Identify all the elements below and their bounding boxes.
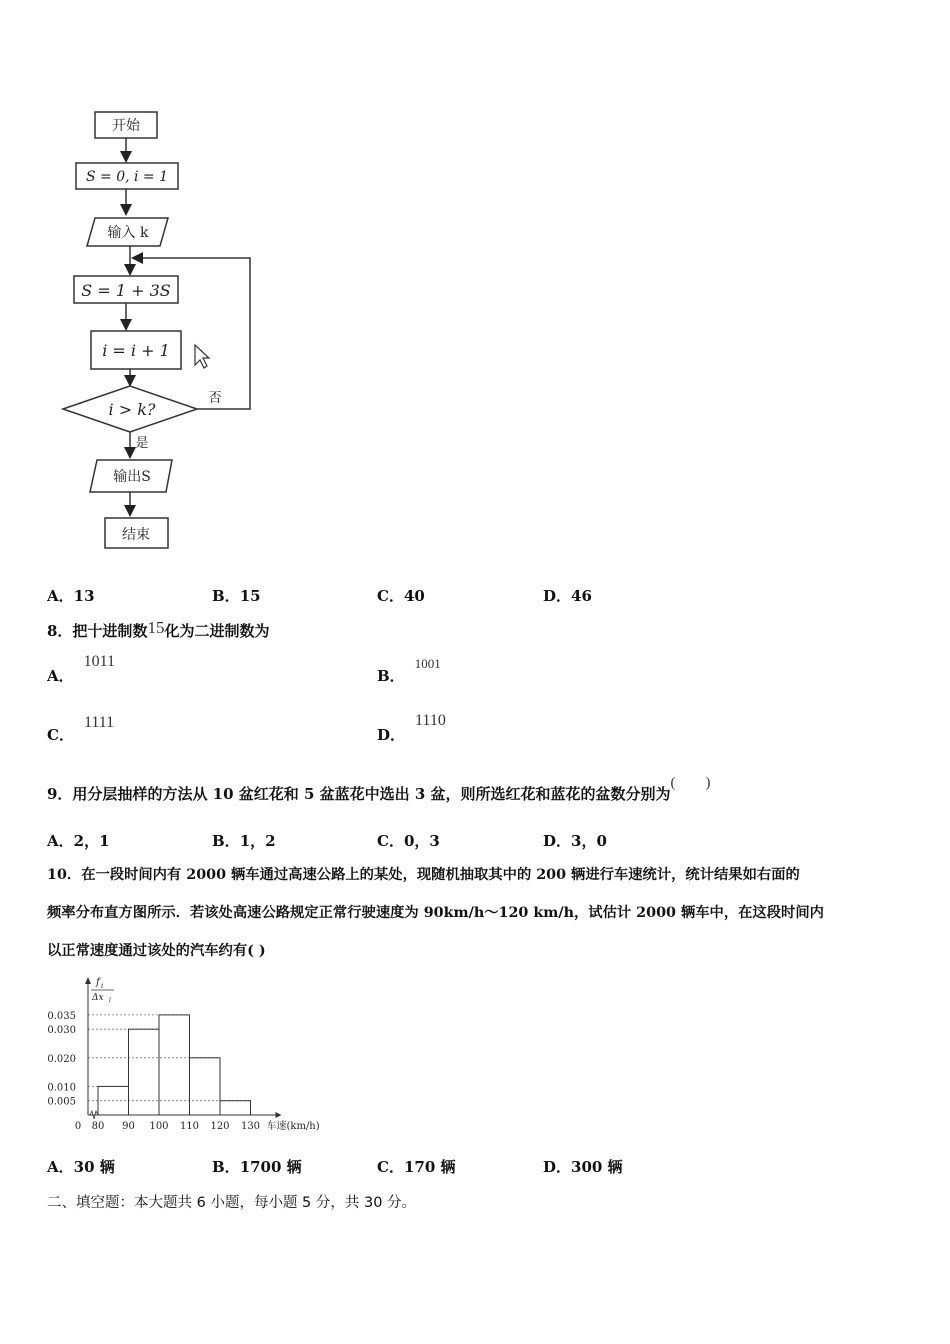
flow-output-label: 输出S xyxy=(113,469,151,485)
flowchart xyxy=(0,0,300,570)
q9-option-d: D．3，0 xyxy=(543,832,607,850)
q9-option-a: A．2，1 xyxy=(47,832,110,850)
y-tick-label: 0.035 xyxy=(47,1010,76,1022)
flow-yes-label: 是 xyxy=(135,436,149,451)
y-axis-label-den: Δx xyxy=(92,993,104,1003)
y-tick-label: 0.005 xyxy=(47,1096,76,1108)
frequency-histogram xyxy=(40,970,340,1140)
x-tick-label: 120 xyxy=(210,1121,230,1132)
x-tick-label: 90 xyxy=(122,1121,135,1132)
q10-option-c: C．170 辆 xyxy=(377,1158,456,1176)
histogram-bar xyxy=(159,1015,190,1115)
q8-option-d: D．1110 xyxy=(377,712,446,744)
q10-line3: 以正常速度通过该处的汽车约有( ) xyxy=(47,943,266,959)
y-axis-label-num-sub: i xyxy=(101,982,104,990)
y-tick-label: 0.020 xyxy=(47,1053,76,1065)
q9-option-c: C．0，3 xyxy=(377,832,440,850)
q8-option-a: A．1011 xyxy=(47,653,116,685)
q9-stem: 9．用分层抽样的方法从 10 盆红花和 5 盆蓝花中选出 3 盆，则所选红花和蓝花的盆数分别为( ) xyxy=(47,775,711,803)
q10-line2: 频率分布直方图所示．若该处高速公路规定正常行驶速度为 90km/h～120 km/h，试估计 2000 辆车中，在这段时间内 xyxy=(47,905,824,921)
flow-step2-label: i = i + 1 xyxy=(102,341,170,360)
q8-stem: 8．把十进制数15化为二进制数为 xyxy=(47,618,270,640)
q7-option-d: D．46 xyxy=(543,587,592,605)
flow-end-label: 结束 xyxy=(122,527,150,543)
flow-init-label: S = 0, i = 1 xyxy=(85,169,169,185)
flow-cond-label: i > k? xyxy=(108,400,156,419)
x-tick-label: 110 xyxy=(179,1121,200,1132)
x-axis-arrow xyxy=(276,1112,282,1118)
q10-option-a: A．30 辆 xyxy=(47,1158,115,1176)
x-tick-label: 80 xyxy=(91,1121,105,1132)
histogram-bar xyxy=(190,1058,221,1115)
flow-step1-label: S = 1 + 3S xyxy=(81,281,171,300)
q9-option-b: B．1，2 xyxy=(212,832,276,850)
y-axis-label-num: f xyxy=(96,977,100,988)
section2-title: 二、填空题：本大题共 6 小题，每小题 5 分，共 30 分。 xyxy=(47,1195,417,1211)
y-tick-label: 0.030 xyxy=(47,1025,76,1037)
y-axis-arrow xyxy=(85,977,91,984)
origin-label: 0 xyxy=(74,1121,82,1132)
q10-option-b: B．1700 辆 xyxy=(212,1158,302,1176)
x-axis-label: 车速(km/h) xyxy=(266,1121,320,1132)
flow-no-label: 否 xyxy=(208,391,222,406)
histogram-bar xyxy=(220,1101,251,1115)
q8-option-b: B．1001 xyxy=(377,656,441,685)
histogram-bar xyxy=(129,1029,160,1115)
q7-option-c: C．40 xyxy=(377,587,425,605)
q8-option-c: C．1111 xyxy=(47,714,115,744)
q10-option-d: D．300 辆 xyxy=(543,1158,623,1176)
y-tick-label: 0.010 xyxy=(47,1082,76,1094)
cursor-icon xyxy=(195,345,209,368)
q7-option-b: B．15 xyxy=(212,587,261,605)
q10-line1: 10．在一段时间内有 2000 辆车通过高速公路上的某处，现随机抽取其中的 200 辆进行车速统计，统计结果如右面的 xyxy=(47,867,800,883)
x-tick-label: 100 xyxy=(149,1121,169,1132)
flow-start-label: 开始 xyxy=(112,118,140,134)
x-tick-label: 130 xyxy=(240,1121,261,1132)
y-axis-label-den-sub: i xyxy=(109,997,111,1004)
q7-option-a: A．13 xyxy=(47,587,95,605)
flow-input-label: 输入 k xyxy=(107,225,149,241)
